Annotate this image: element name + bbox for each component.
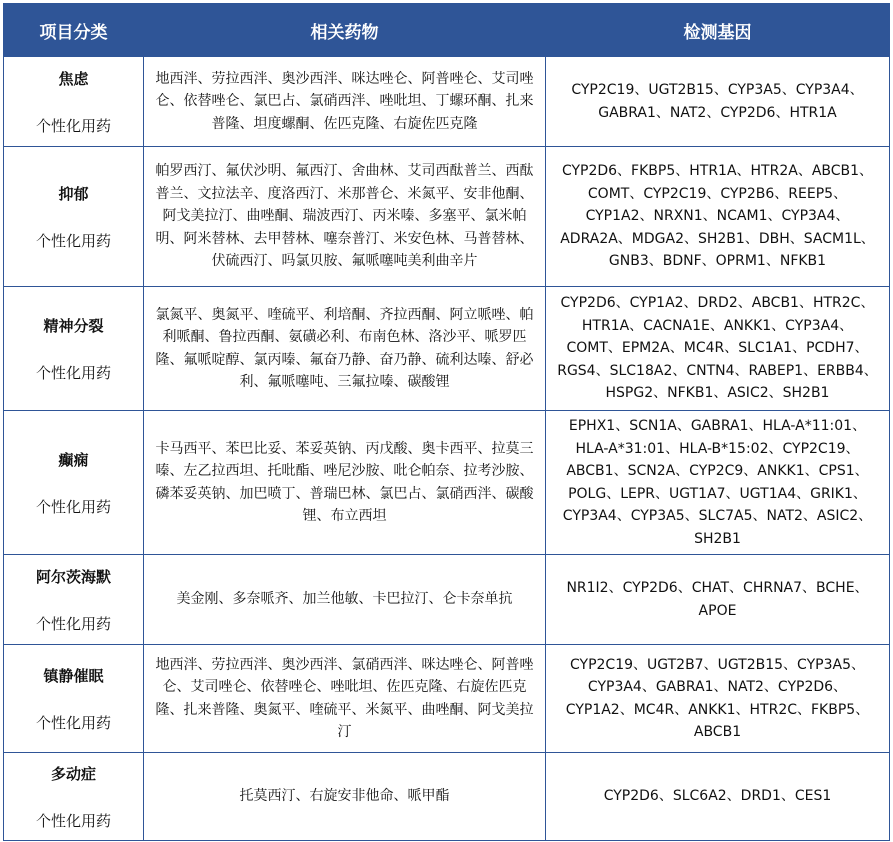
category-name: 抑郁 — [58, 184, 89, 203]
genes-cell: CYP2D6、CYP1A2、DRD2、ABCB1、HTR2C、HTR1A、CACNA1E、ANKK1、CYP3A4、COMT、EPM2A、MC4R、SLC1A1、PCDH7、RGS4、SLC18A2、CNTN4、RABEP1、ERBB4、HSPG2、NFKB1、ASIC2、SH2B1 — [546, 287, 890, 411]
drugs-cell: 地西泮、劳拉西泮、奥沙西泮、咪达唑仑、阿普唑仑、艾司唑仑、依替唑仑、氯巴占、氯硝西泮、唑吡坦、丁螺环酮、扎来普隆、坦度螺酮、佐匹克隆、右旋佐匹克隆 — [144, 57, 546, 147]
category-name: 精神分裂 — [43, 316, 104, 335]
category-name: 镇静催眠 — [43, 666, 104, 685]
table-row — [4, 645, 890, 753]
genes-cell: EPHX1、SCN1A、GABRA1、HLA-A*11:01、HLA-A*31:01、HLA-B*15:02、CYP2C19、ABCB1、SCN2A、CYP2C9、ANKK1、CPS1、POLG、LEPR、UGT1A7、UGT1A4、GRIK1、CYP3A4、CYP3A5、SLC7A5、NAT2、ASIC2、SH2B1 — [546, 411, 890, 555]
category-subtitle: 个性化用药 — [35, 497, 111, 516]
table-row — [4, 555, 890, 645]
pharmacogenomics-table — [3, 3, 890, 841]
drugs-cell: 美金刚、多奈哌齐、加兰他敏、卡巴拉汀、仑卡奈单抗 — [144, 555, 546, 645]
genes-cell: CYP2D6、FKBP5、HTR1A、HTR2A、ABCB1、COMT、CYP2C19、CYP2B6、REEP5、CYP1A2、NRXN1、NCAM1、CYP3A4、ADRA2A、MDGA2、SH2B1、DBH、SACM1L、GNB3、BDNF、OPRM1、NFKB1 — [546, 147, 890, 287]
category-name: 多动症 — [50, 764, 96, 783]
category-cell — [4, 287, 144, 411]
category-subtitle: 个性化用药 — [35, 614, 111, 633]
genes-cell: CYP2D6、SLC6A2、DRD1、CES1 — [546, 753, 890, 841]
genes-cell: CYP2C19、UGT2B15、CYP3A5、CYP3A4、GABRA1、NAT2、CYP2D6、HTR1A — [546, 57, 890, 147]
category-name: 焦虑 — [58, 69, 89, 88]
genes-cell: CYP2C19、UGT2B7、UGT2B15、CYP3A5、CYP3A4、GABRA1、NAT2、CYP2D6、CYP1A2、MC4R、ANKK1、HTR2C、FKBP5、ABCB1 — [546, 645, 890, 753]
category-cell — [4, 753, 144, 841]
category-name: 阿尔茨海默 — [35, 567, 111, 586]
drugs-cell: 托莫西汀、右旋安非他命、哌甲酯 — [144, 753, 546, 841]
category-cell — [4, 555, 144, 645]
category-subtitle: 个性化用药 — [35, 363, 111, 382]
table-row — [4, 57, 890, 147]
header-drugs: 相关药物 — [144, 4, 546, 57]
category-subtitle: 个性化用药 — [35, 116, 111, 135]
header-genes: 检测基因 — [546, 4, 890, 57]
drugs-cell: 地西泮、劳拉西泮、奥沙西泮、氯硝西泮、咪达唑仑、阿普唑仑、艾司唑仑、依替唑仑、唑吡坦、佐匹克隆、右旋佐匹克隆、扎来普隆、奥氮平、喹硫平、米氮平、曲唑酮、阿戈美拉汀 — [144, 645, 546, 753]
drugs-cell: 氯氮平、奥氮平、喹硫平、利培酮、齐拉西酮、阿立哌唑、帕利哌酮、鲁拉西酮、氨磺必利、布南色林、洛沙平、哌罗匹隆、氟哌啶醇、氯丙嗪、氟奋乃静、奋乃静、硫利达嗪、舒必利、氟哌噻吨、三氟拉嗪、碳酸锂 — [144, 287, 546, 411]
table-row — [4, 411, 890, 555]
category-cell — [4, 645, 144, 753]
drugs-cell: 帕罗西汀、氟伏沙明、氟西汀、舍曲林、艾司西酞普兰、西酞普兰、文拉法辛、度洛西汀、米那普仑、米氮平、安非他酮、阿戈美拉汀、曲唑酮、瑞波西汀、丙米嗪、多塞平、氯米帕明、阿米替林、去甲替林、噻奈普汀、米安色林、马普替林、伏硫西汀、吗氯贝胺、氟哌噻吨美利曲辛片 — [144, 147, 546, 287]
category-cell — [4, 147, 144, 287]
category-cell — [4, 411, 144, 555]
drugs-cell: 卡马西平、苯巴比妥、苯妥英钠、丙戊酸、奥卡西平、拉莫三嗪、左乙拉西坦、托吡酯、唑尼沙胺、吡仑帕奈、拉考沙胺、磷苯妥英钠、加巴喷丁、普瑞巴林、氯巴占、氯硝西泮、碳酸锂、布立西坦 — [144, 411, 546, 555]
table-row — [4, 753, 890, 841]
genes-cell: NR1I2、CYP2D6、CHAT、CHRNA7、BCHE、APOE — [546, 555, 890, 645]
header-category: 项目分类 — [4, 4, 144, 57]
header-row — [4, 4, 890, 57]
table-row — [4, 287, 890, 411]
category-subtitle: 个性化用药 — [35, 713, 111, 732]
table-row — [4, 147, 890, 287]
category-name: 癫痫 — [58, 450, 89, 469]
category-cell — [4, 57, 144, 147]
category-subtitle: 个性化用药 — [35, 231, 111, 250]
category-subtitle: 个性化用药 — [35, 811, 111, 830]
